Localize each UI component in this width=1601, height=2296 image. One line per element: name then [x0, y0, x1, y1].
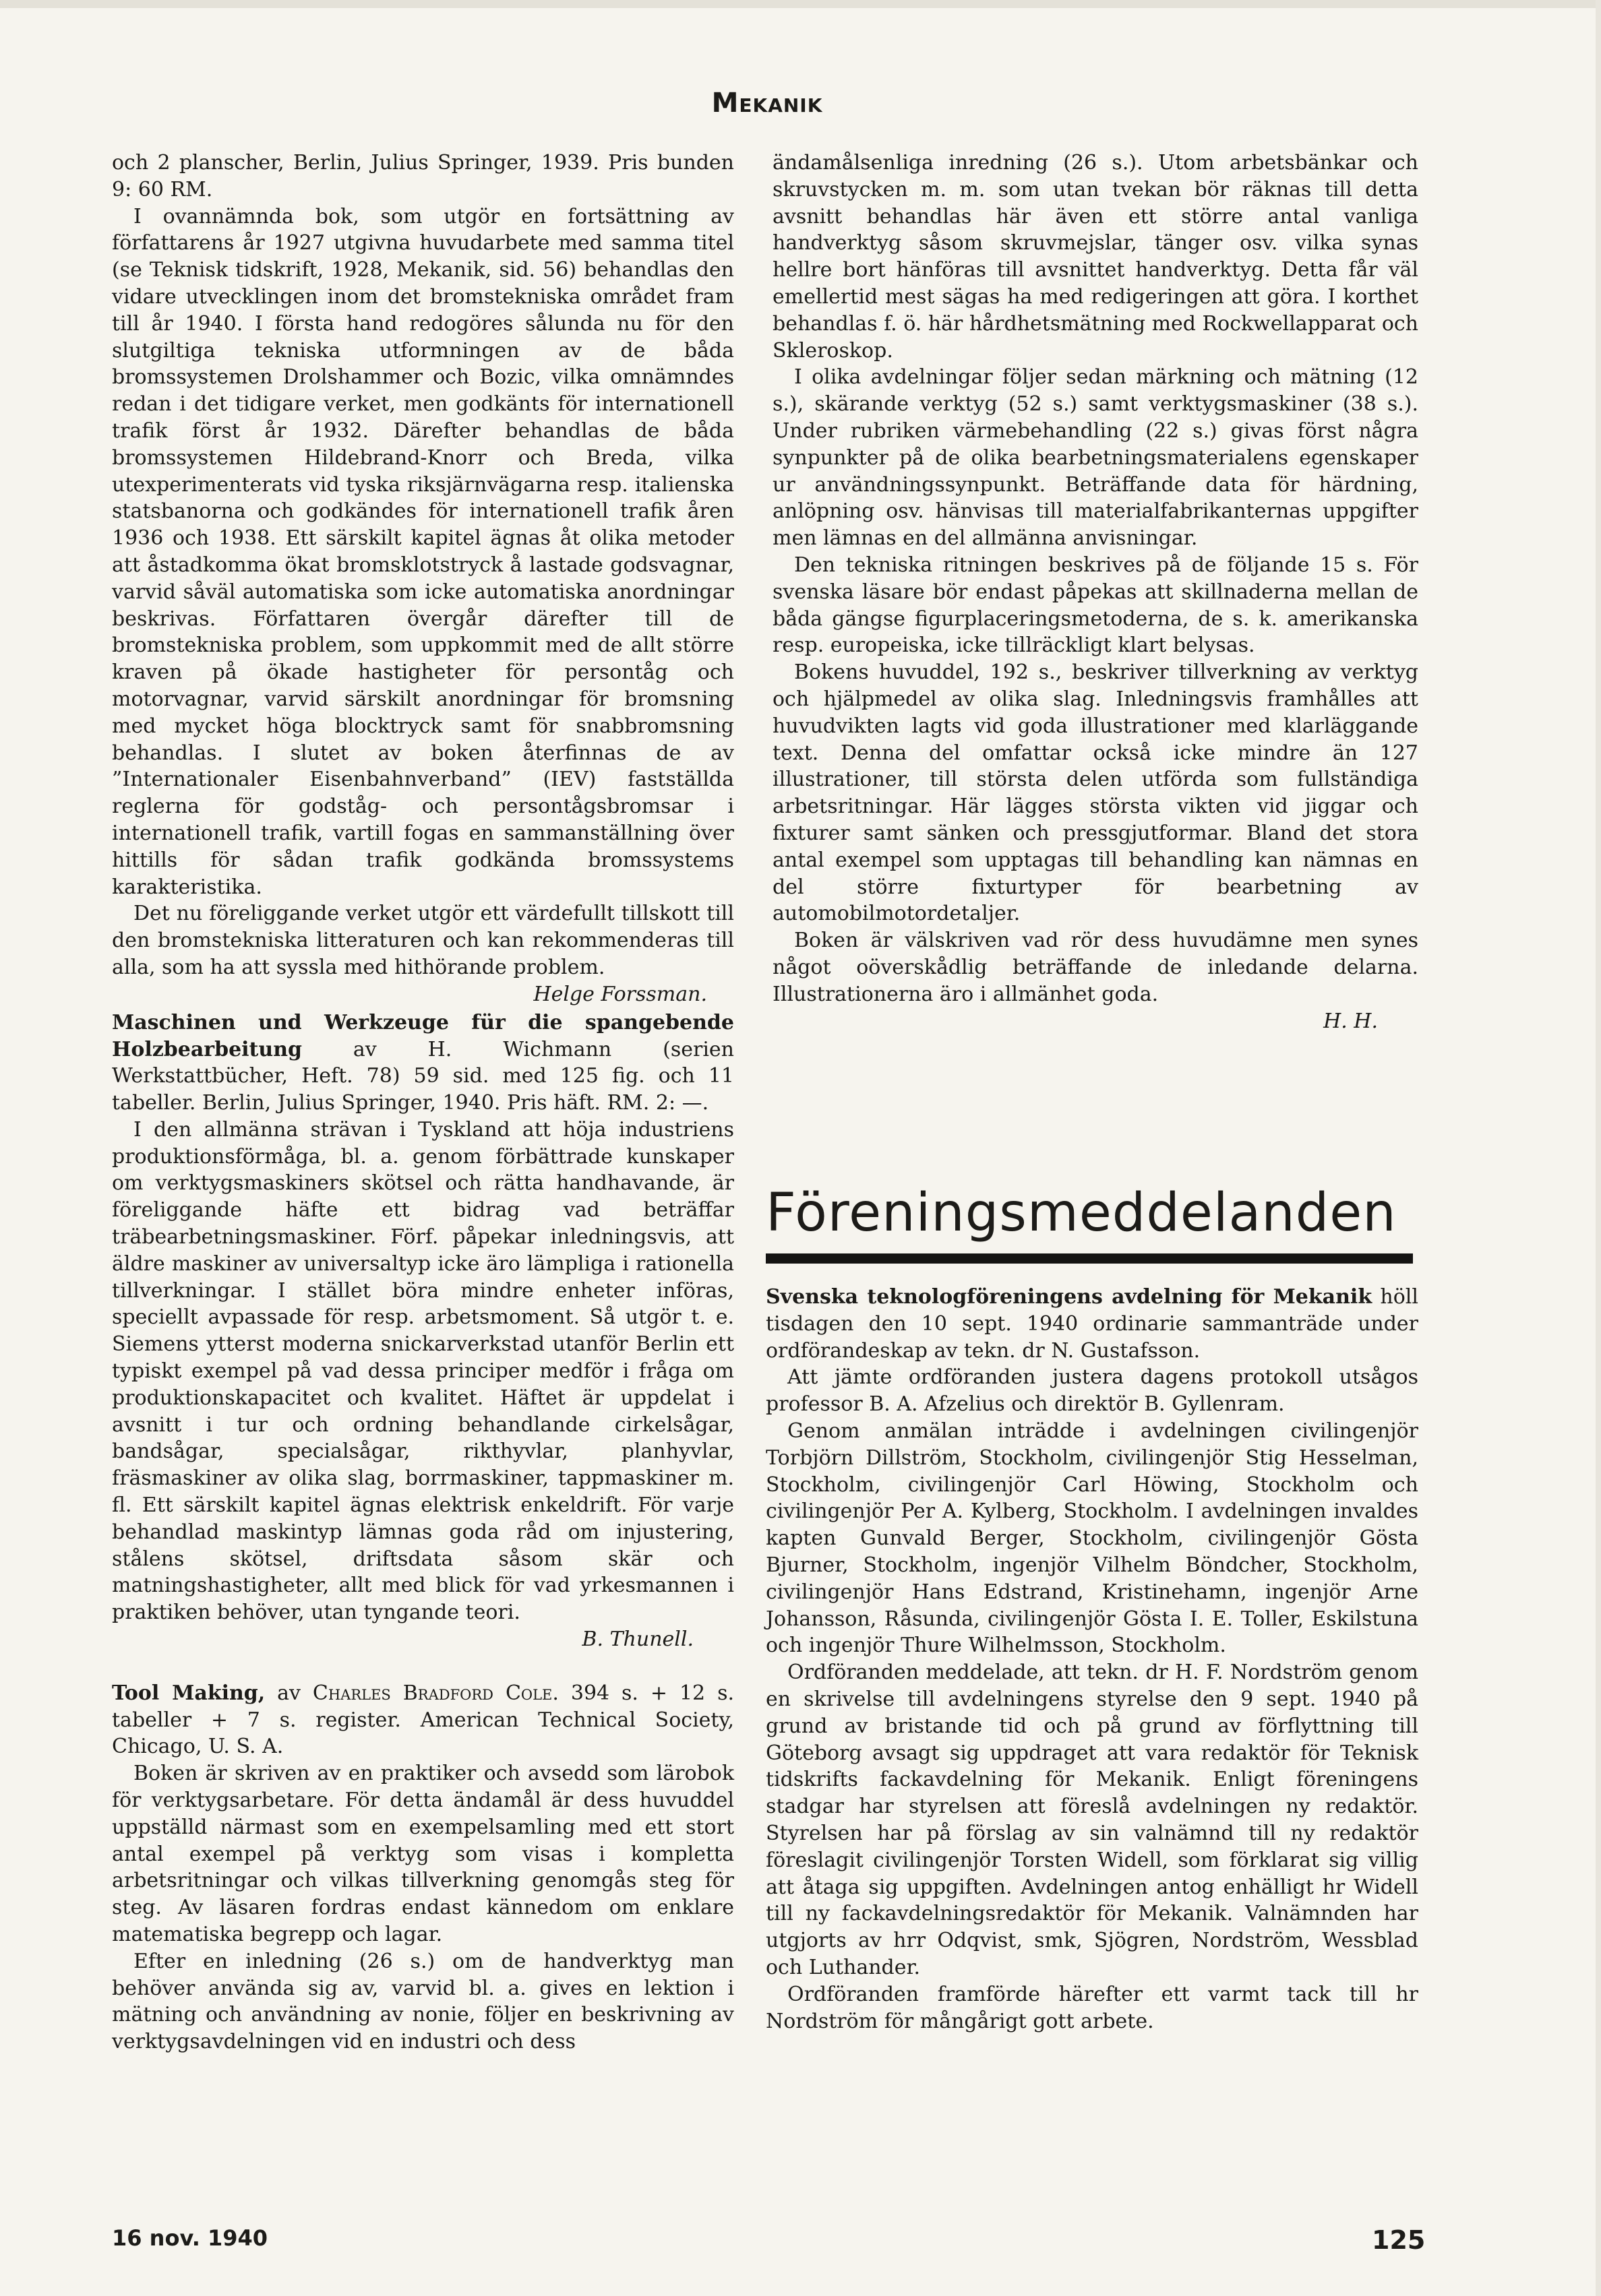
review2-title: Maschinen und Werkzeuge für die spangebende Holzbearbeitung — [112, 1010, 734, 1061]
review3-body-4: Den tekniska ritningen beskrives på de följande 15 s. För svenska läsare bör endast påpekas att skillnaderna mellan de båda gängse figurplaceringsmetoderna, de s. k. amerikanska resp. europeiska, icke tillräckligt klart belysas. — [773, 553, 1418, 658]
review1-signature: Helge Forssman. — [533, 982, 707, 1006]
review3-author: Charles Bradford Cole — [312, 1681, 553, 1705]
association-news-section — [766, 1181, 1418, 2035]
review3-signature: H. H. — [1323, 1009, 1378, 1033]
review2-body: I den allmänna strävan i Tyskland att höja industriens produktionsförmåga, bl. a. genom förbättrade kunskaper om verktygsmaskiners skötsel och rätta handhavande, är föreliggande häfte ett bidrag vad beträffar träbearbetningsmaskiner. Förf. påpekar inledningsvis, att äldre maskiner av universaltyp icke äro lämpliga i rationella tillverkningar. I stället böra mindre enheter införas, speciellt avpassade för resp. arbetsmoment. Så utgör t. e. Siemens ytterst moderna snickarverkstad utanför Berlin ett typiskt exempel på vad dessa principer medför i fråga om produktionskapacitet och kvalitet. Häftet är uppdelat i avsnitt i tur och ordning behandlande cirkelsågar, bandsågar, specialsågar, rikthyvlar, planhyvlar, fräsmaskiner av olika slag, borrmaskiner, tappmaskiner m. fl. Ett särskilt kapitel ägnas elektrisk enkeldrift. För varje behandlad maskintyp lämnas goda råd om injustering, stålens skötsel, driftsdata såsom skär och matningshastigheter, allt med blick för vad yrkesmannen i praktiken behöver, utan tyngande teori. — [112, 1117, 734, 1625]
review3-title: Tool Making, — [112, 1681, 266, 1705]
review3-body-2: Efter en inledning (26 s.) om de handverktyg man behöver använda sig av, varvid bl. a. gives en lektion i mätning och användning av nonie, följer en beskrivning av verktygsavdelningen vid en industri och dess — [112, 1949, 734, 2054]
meeting-lead-rest: höll tisdagen den 10 sept. 1940 ordinarie sammanträde under ordförandeskap av tekn. dr N. Gustafsson. — [766, 1285, 1418, 1363]
review2-info: av H. Wichmann (serien Werkstattbücher, Heft. 78) 59 sid. med 125 fig. och 11 tabeller. Berlin, Julius Springer, 1940. Pris häft. RM. 2: —. — [112, 1037, 734, 1115]
meeting-lead — [766, 1284, 1418, 1364]
review3-body-3: I olika avdelningar följer sedan märkning och mätning (12 s.), skärande verktyg (52 s.) samt verktygsmaskiner (38 s.). Under rubriken värmebehandling (22 s.) givas först några synpunkter på de olika bearbetningsmaterialens egenskaper ur användningssynpunkt. Beträffande data för härdning, anlöpning osv. hänvisas till materialfabrikanternas uppgifter men lämnas en del allmänna anvisningar. — [773, 365, 1418, 551]
section-title: Föreningsmeddelanden — [766, 1183, 1397, 1243]
review2-heading — [112, 1010, 734, 1117]
page-header: Mekanik — [711, 88, 823, 119]
section-rule — [766, 1253, 1413, 1264]
meeting-lead-bold: Svenska teknologföreningens avdelning för Mekanik — [766, 1285, 1372, 1309]
page-number: 125 — [1372, 2225, 1426, 2255]
meeting-p4: Ordföranden meddelade, att tekn. dr H. F. Nordström genom en skrivelse till avdelningens styrelse den 9 sept. 1940 på grund av bristande tid och på grund av förflyttning till Göteborg avsagt sig uppdraget att vara redaktör för Teknisk tidskrifts fackavdelning för Mekanik. Enligt föreningens stadgar har styrelsen att föreslå avdelningen ny redaktör. Styrelsen har på förslag av sin valnämnd till ny redaktör föreslagit civilingenjör Torsten Widell, som förklarat sig villig att åtaga sig uppgiften. Avdelningen antog enhälligt hr Widell till ny fackavdelningsredaktör för Mekanik. Valnämnden har utgjorts av hrr Odqvist, smk, Sjögren, Nordström, Wessblad och Luthander. — [766, 1661, 1418, 1979]
page-right-edge — [1596, 0, 1601, 2296]
section-body — [766, 1284, 1418, 2035]
review3-body-5: Bokens huvuddel, 192 s., beskriver tillverkning av verktyg och hjälpmedel av olika slag. Inledningsvis framhålles att huvudvikten lagts vid goda illustrationer med klarläggande text. Denna del omfattar också icke mindre än 127 illustrationer, till största delen utförda som fullständiga arbetsritningar. Här lägges största vikten vid jiggar och fixturer samt sänken och pressgjutformar. Bland det stora antal exempel som upptagas till behandling kan nämnas en del större fixturtyper för bearbetning av automobilmotordetaljer. — [773, 660, 1418, 926]
review3-continuation: ändamålsenliga inredning (26 s.). Utom arbetsbänkar och skruvstycken m. m. som utan tvekan bör räknas till detta avsnitt behandlas här även ett större antal vanliga handverktyg såsom skruvmejslar, tänger osv. vilka synas hellre bort hänföras till avsnittet handverktyg. Detta får väl emellertid mest sägas ha med redigeringen att göra. I korthet behandlas f. ö. här hårdhetsmätning med Rockwellapparat och Skleroskop. — [773, 151, 1418, 363]
review1-conclusion — [112, 900, 734, 1006]
review1-body: I ovannämnda bok, som utgör en fortsättning av författarens år 1927 utgivna huvudarbete med samma titel (se Teknisk tidskrift, 1928, Mekanik, sid. 56) behandlas den vidare utvecklingen inom det bromstekniska området fram till år 1940. I första hand redogöres sålunda nu för den slutgiltiga tekniska utformningen av de båda bromssystemen Drolshammer och Bozic, vilka omnämndes redan i det tidigare verket, men godkänts för internationell trafik först år 1932. Därefter behandlas de båda bromssystemen Hildebrand-Knorr och Breda, vilka utexperimenterats vid tyska riksjärnvägarna resp. italienska statsbanorna och godkändes för internationell trafik åren 1936 och 1938. Ett särskilt kapitel ägnas åt olika metoder att åstadkomma ökat bromsklotstryck å lastade godsvagnar, varvid såväl automatiska som icke automatiska anordningar beskrivas. Författaren övergår därefter till de bromstekniska problem, som uppkommit med de allt större kraven på ökade hastigheter för persontåg och motorvagnar, varvid särskilt anordningar för bromsning med mycket höga blocktryck samt för snabbromsning behandlas. I slutet av boken återfinnas de av ”Internationaler Eisenbahnverband” (IEV) fastställda reglerna för godståg- och persontågsbromsar i internationell trafik, vartill fogas en sammanställning över hittills för sådan trafik godkända bromssystems karakteristika. — [112, 204, 734, 899]
review3-body-6: Boken är välskriven vad rör dess huvudämne men synes något oöverskådlig beträffande de inledande delarna. Illustrationerna äro i allmänhet goda. — [773, 929, 1418, 1006]
footer-date: 16 nov. 1940 — [112, 2225, 268, 2251]
review2-signature: B. Thunell. — [582, 1627, 694, 1652]
meeting-p5: Ordföranden framförde härefter ett varmt tack till hr Nordström för mångårigt gott arbete. — [766, 1982, 1418, 2033]
review3-author-prefix: av — [265, 1681, 313, 1705]
page-top-edge — [0, 0, 1601, 8]
meeting-p3: Genom anmälan inträdde i avdelningen civilingenjör Torbjörn Dillström, Stockholm, civilingenjör Stig Hesselman, Stockholm, civilingenjör Carl Höwing, Stockholm och civilingenjör Per A. Kylberg, Stockholm. I avdelningen invaldes kapten Gunvald Berger, Stockholm, civilingenjör Gösta Bjurner, Stockholm, ingenjör Vilhelm Böndcher, Stockholm, civilingenjör Hans Edstrand, Kristinehamn, ingenjör Arne Johansson, Råsunda, civilingenjör Gösta I. E. Toller, Eskilstuna och ingenjör Thure Wilhelmsson, Stockholm. — [766, 1419, 1418, 1658]
review1-continuation: och 2 planscher, Berlin, Julius Springer, 1939. Pris bunden 9: 60 RM. — [112, 151, 734, 201]
left-column — [112, 150, 734, 2055]
right-column — [773, 150, 1418, 1034]
review3-info: . 394 s. + 12 s. tabeller + 7 s. register. American Technical Society, Chicago, U. S. A. — [112, 1681, 734, 1759]
meeting-p2: Att jämte ordföranden justera dagens protokoll utsågos professor B. A. Afzelius och direktör B. Gyllenram. — [766, 1365, 1418, 1417]
review3-body-1: Boken är skriven av en praktiker och avsedd som lärobok för verktygsarbetare. För detta ändamål är dess huvuddel uppställd närmast som en exempelsamling med ett stort antal exempel på verktyg som visas i kompletta arbetsritningar och vilkas tillverkning genomgås steg för steg. Av läsaren fordras endast kännedom om enklare matematiska begrepp och lagar. — [112, 1762, 734, 1946]
review3-heading — [112, 1680, 734, 1760]
review1-conclusion-text: Det nu föreliggande verket utgör ett värdefullt tillskott till den bromstekniska litteraturen och kan rekommenderas till alla, som ha att syssla med hithörande problem. — [112, 902, 734, 979]
